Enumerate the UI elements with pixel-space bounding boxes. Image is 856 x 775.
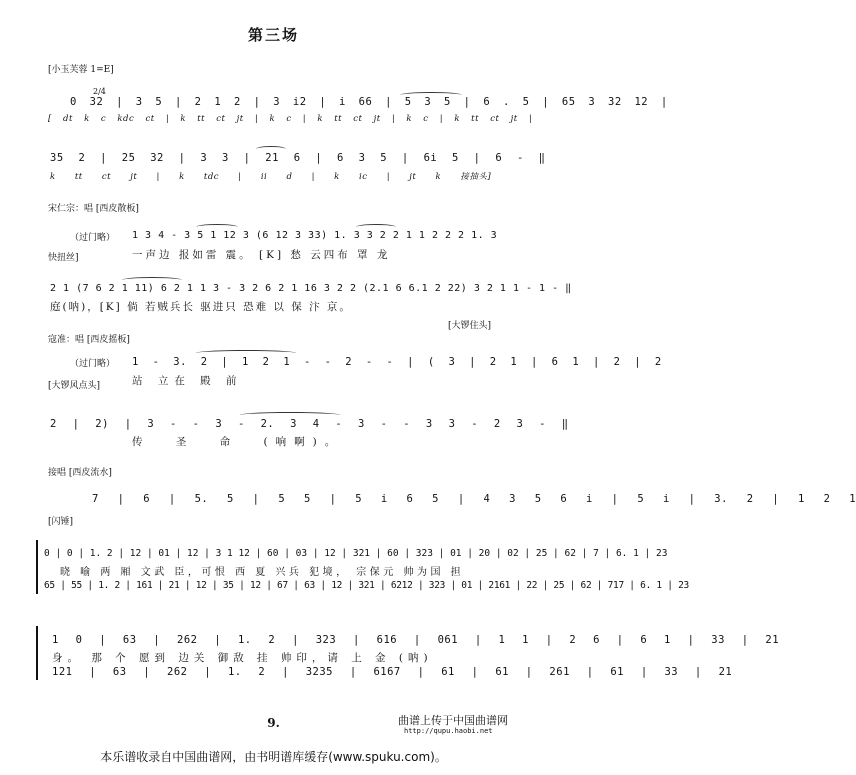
section3-line1-notes: 1 - 3. 2 | 1 2 1 - - 2 - - | ( 3 | 2 1 | 6 1 | 2 | 2 bbox=[132, 356, 662, 368]
section4-label: 接唱 [西皮流水] bbox=[48, 468, 112, 478]
system1-lyrics: 晓 喻 两 厢 文武 臣，可恨 西 夏 兴兵 犯境， 宗保元 帅为国 担 bbox=[60, 567, 465, 578]
system-brace bbox=[36, 626, 38, 680]
section2-line1-lyrics: 一声边 报如雷 震。 [K] 愁 云四布 罩 龙 bbox=[132, 249, 391, 261]
page-title: 第三场 bbox=[247, 26, 299, 44]
section2-line1-notes: 1 3 4 - 3 5 1 12 3 (6 12 3 33) 1. 3 3 2 2 1 1 2 2 2 1. 3 bbox=[132, 230, 498, 241]
slur bbox=[400, 92, 462, 98]
section2-side-label: 快扭丝] bbox=[48, 253, 79, 263]
section3-side-label: [大锣风点头] bbox=[48, 381, 101, 391]
system2-lyrics: 身。 那 个 愿到 边关 御敌 挂 帅印，请 上 金 (呐) bbox=[52, 652, 433, 664]
slur bbox=[122, 277, 182, 283]
section1-line1-percussion: [ dt k c kdc ct | k tt ct jt | k c | k tt ct jt | k c | k tt ct jt | bbox=[48, 114, 533, 124]
section1-label: [小玉芙蓉 1=E] bbox=[48, 65, 114, 75]
section1-line1-notes: 0 32 | 3 5 | 2 1 2 | 3 i2 | i 66 | 5 3 5 | 6 . 5 | 65 3 32 12 | bbox=[70, 96, 668, 108]
watermark-site-url: http://qupu.haobi.net bbox=[404, 727, 493, 735]
slur bbox=[240, 412, 340, 418]
section1-line2-notes: 35 2 | 25 32 | 3 3 | 21 6 | 6 3 5 | 6i 5 | 6 - ‖ bbox=[50, 152, 546, 164]
system1-voice: 0 | 0 | 1. 2 | 12 | 01 | 12 | 3 1 12 | 60 | 03 | 12 | 321 | 60 | 323 | 01 | 20 | 02 | 25 | 62 | 7 | 6. 1 | 23 bbox=[44, 548, 668, 559]
section2-intro: （过门略） bbox=[70, 233, 116, 243]
section2-line2-lyrics: 庭(呐)，[K] 倘 若贼兵长 驱进只 恐难 以 保 汴 京。 bbox=[50, 301, 352, 313]
section4-intro-notes: 7 | 6 | 5. 5 | 5 5 | 5 i 6 5 | 4 3 5 6 i | 5 i | 3. 2 | 1 2 1 bbox=[92, 493, 856, 505]
section3-label: 寇准：唱 [西皮摇板] bbox=[48, 335, 130, 345]
section2-line2-notes: 2 1 (7 6 2 1 11) 6 2 1 1 3 - 3 2 6 2 1 16 3 2 2 (2.1 6 6.1 2 22) 3 2 1 1 - 1 - ‖ bbox=[50, 283, 572, 294]
section2-label: 宋仁宗：唱 [西皮散板] bbox=[48, 204, 139, 214]
time-signature: 2/4 bbox=[93, 87, 106, 96]
slur bbox=[196, 350, 296, 356]
page-number: 9. bbox=[267, 716, 280, 730]
section4-side-label: [闪锤] bbox=[48, 517, 74, 527]
system2-voice: 1 0 | 63 | 262 | 1. 2 | 323 | 616 | 061 | 1 1 | 2 6 | 6 1 | 33 | 21 bbox=[52, 634, 780, 646]
section3-line1-lyrics: 站 立在 殿 前 bbox=[132, 375, 243, 387]
watermark-site-cn: 曲谱上传于中国曲谱网 bbox=[398, 714, 508, 727]
system-brace bbox=[36, 540, 38, 594]
system2-accompaniment: 121 | 63 | 262 | 1. 2 | 3235 | 6167 | 61 | 61 | 261 | 61 | 33 | 21 bbox=[52, 666, 733, 678]
section1-line2-percussion: k tt ct jt | k tdc | ii d | k ic | jt k 接抽头] bbox=[50, 172, 492, 182]
footer-source: 本乐谱收录自中国曲谱网，由书明谱库缓存(www.spuku.com)。 bbox=[100, 750, 447, 764]
section3-line2-lyrics: 传 圣 命 (响啊)。 bbox=[132, 436, 344, 448]
system1-accompaniment: 65 | 55 | 1. 2 | 161 | 21 | 12 | 35 | 12 | 67 | 63 | 12 | 321 | 6212 | 323 | 01 | 2161 | 22 | 25 | 62 | 717 | 6. 1 | 23 bbox=[44, 580, 689, 591]
section2-end-label: [大锣住头] bbox=[448, 321, 492, 331]
slur bbox=[256, 146, 286, 152]
slur bbox=[196, 224, 238, 230]
slur bbox=[356, 224, 396, 230]
section3-line2-notes: 2 | 2) | 3 - - 3 - 2. 3 4 - 3 - - 3 3 - 2 3 - ‖ bbox=[50, 418, 569, 430]
section3-intro: （过门略） bbox=[70, 359, 116, 369]
